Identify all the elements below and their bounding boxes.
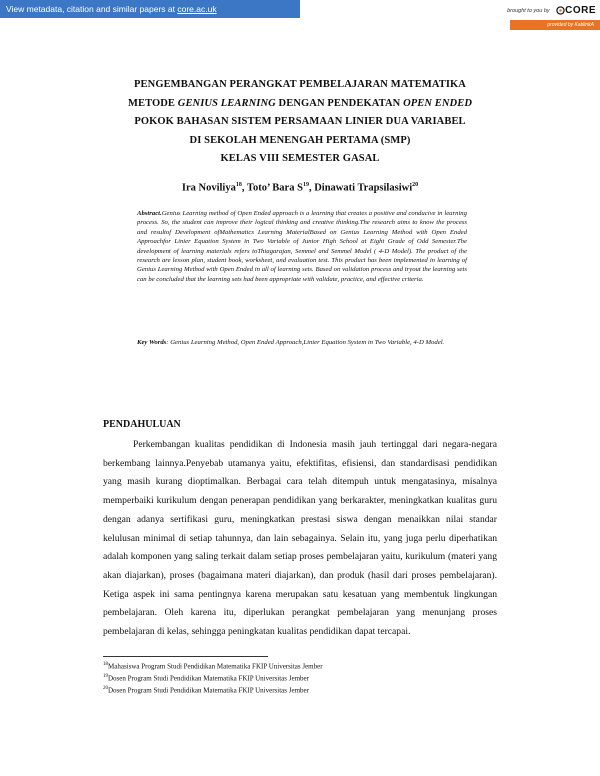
footnote-item xyxy=(103,660,497,672)
core-logo-icon xyxy=(556,6,565,15)
footnote-divider xyxy=(103,656,268,657)
title-line-4: DI SEKOLAH MENENGAH PERTAMA (SMP) xyxy=(189,134,411,146)
author-1: Ira Noviliya xyxy=(181,182,236,194)
paper-title xyxy=(60,76,540,169)
core-link[interactable]: core.ac.uk xyxy=(177,4,217,14)
title-line-1: PENGEMBANGAN PERANGKAT PEMBELAJARAN MATEMATIKA xyxy=(134,79,466,90)
title-line-2-italic-b: OPEN ENDED xyxy=(403,97,473,109)
title-line-3: POKOK BAHASAN SISTEM PERSAMAAN LINIER DUA VARIABEL xyxy=(134,116,466,127)
provided-by-bar xyxy=(510,20,600,30)
author-2-footnote: 19 xyxy=(302,182,309,188)
footnote-number: 20 xyxy=(103,685,108,691)
core-logo-text: CORE xyxy=(565,5,596,17)
title-line-2-part-b: DENGAN PENDEKATAN xyxy=(275,97,404,109)
core-banner xyxy=(0,0,600,28)
abstract-text: Genius Learning method of Open Ended approach is a learning that creates a positive and conducive in learning process. So, the student can improve their logical thinking and creative thinking.The research aims to know the process and resultof Development ofMathematics Learning MaterialBased on Genius Learning Method with Open Ended Approachfor Linier Equation System in Two Variable of Junior High School at Eight Grade of Odd Semester.The development of learning materials refers toThiagarajan, Semmel and Semmel Model ( 4-D Model). The product of the research are lesson plan, student book, worksheet, and evaluation test. This product has been implemented in learning of Genius Learning Method with Open Ended in all of learning sets. Based on validation process and tryout the learning sets can be concluded that the learning sets had been appropriate with validate, practice, and effective criteria. xyxy=(137,210,467,283)
body-paragraph: Perkembangan kualitas pendidikan di Indonesia masih jauh tertinggal dari negara-negara berkembang lainnya.Penyebab utamanya yaitu, efektifitas, efisiensi, dan standardisasi pendidikan yang masih kurang dioptimalkan. Berbagai cara telah ditempuh untuk mengatasinya, misalnya memperbaiki kurikulum dengan penerapan pendidikan yang berkarakter, meningkatkan kualitas guru dengan adanya sertifikasi guru, meningkatkan prestasi siswa dengan menaikkan nilai standar kelulusan minimal di setiap tahunnya, dan lain sebagainya. Selain itu, yang juga perlu diperhatikan adalah komponen yang saling terkait dalam setiap proses pembelajaran yaitu, kurikulum (materi yang akan diajarkan), proses (bagaimana materi diajarkan), dan produk (hasil dari proses pembelajaran). Ketiga aspek ini sama pentingnya karena merupakan satu kesatuan yang membentuk lingkungan pembelajaran. Oleh karena itu, diperlukan perangkat pembelajaran yang menunjang proses pembelajaran di kelas, sehingga peningkatan kualitas pendidikan dapat tercapai. xyxy=(103,439,497,638)
footnotes xyxy=(103,660,497,695)
abstract xyxy=(137,209,467,284)
core-brought-by xyxy=(396,2,596,20)
author-list xyxy=(60,182,540,194)
author-3-footnote: 20 xyxy=(412,182,419,188)
core-metadata-text: View metadata, citation and similar papers at xyxy=(6,4,178,14)
title-line-2 xyxy=(60,95,540,114)
footnote-number: 18 xyxy=(103,662,108,667)
brought-by-text: brought to you by xyxy=(507,7,550,14)
core-metadata-bar xyxy=(0,0,300,18)
footnote-item xyxy=(103,672,497,684)
footnote-text: Mahasiswa Program Studi Pendidikan Matematika FKIP Universitas Jember xyxy=(108,662,323,671)
section-heading: PENDAHULUAN xyxy=(103,419,181,430)
provided-by-text: provided by KatilinkA xyxy=(547,22,594,28)
title-line-2-italic-a: GENIUS LEARNING xyxy=(177,97,276,109)
author-1-footnote: 18 xyxy=(235,182,242,188)
keywords-text: : Genius Learning Method, Open Ended Approach,Linier Equation System in Two Variable, 4-D Model. xyxy=(166,339,445,346)
keywords xyxy=(137,338,467,347)
title-line-5: KELAS VIII SEMESTER GASAL xyxy=(220,153,380,164)
abstract-label: Abstract. xyxy=(137,210,162,217)
footnote-text: Dosen Program Studi Pendidikan Matematika FKIP Universitas Jember xyxy=(108,674,309,683)
keywords-label: Key Words xyxy=(137,339,167,346)
core-logo[interactable] xyxy=(556,5,596,16)
footnote-number: 19 xyxy=(103,673,108,679)
footnote-text: Dosen Program Studi Pendidikan Matematika FKIP Universitas Jember xyxy=(108,685,309,694)
author-3: , Dinawati Trapsilasiwi xyxy=(308,182,413,194)
author-2: , Toto’ Bara S xyxy=(241,182,303,194)
footnote-item xyxy=(103,684,497,696)
title-line-2-part-a: METODE xyxy=(127,97,178,109)
